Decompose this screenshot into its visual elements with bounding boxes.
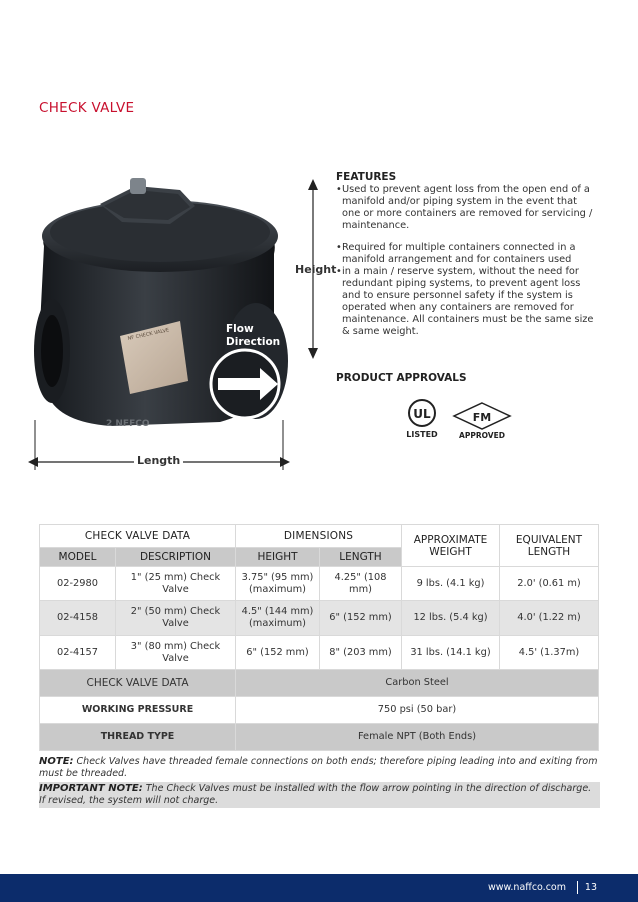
flow-direction-label <box>226 323 281 349</box>
feature-item <box>336 242 598 266</box>
material-key: CHECK VALVE DATA <box>40 670 236 697</box>
thread-row <box>40 724 599 751</box>
bullet-icon: • <box>336 184 342 195</box>
ul-text: UL <box>413 407 431 421</box>
footer-divider <box>577 881 578 894</box>
flow-label-line2: Direction <box>226 336 281 348</box>
pressure-value: 750 psi (50 bar) <box>236 697 599 724</box>
product-approvals-title: PRODUCT APPROVALS <box>336 372 467 384</box>
header-length: LENGTH <box>320 548 402 567</box>
footer-bar <box>0 874 638 902</box>
header-dimensions: DIMENSIONS <box>236 525 402 548</box>
note-label: NOTE: <box>39 756 74 767</box>
cell-height: 4.5" (144 mm) (maximum) <box>236 601 320 636</box>
cell-weight: 12 lbs. (5.4 kg) <box>402 601 500 636</box>
feature-text: in a main / reserve system, without the need for redundant piping systems, to prevent agent loss and to ensure personnel safety if the system is operated when any containers are removed for maintenance. All containers must be the same size & same weight. <box>342 266 594 337</box>
nameplate-title: NF CHECK VALVE <box>127 327 170 342</box>
page-title: CHECK VALVE <box>39 100 135 116</box>
fm-sub: APPROVED <box>459 431 505 440</box>
flow-label-line1: Flow <box>226 323 254 335</box>
feature-item <box>336 184 598 232</box>
cell-weight: 31 lbs. (14.1 kg) <box>402 636 500 670</box>
cell-length: 4.25" (108 mm) <box>320 567 402 601</box>
cell-equivalent-length: 4.5' (1.37m) <box>500 636 599 670</box>
cell-height: 3.75" (95 mm) (maximum) <box>236 567 320 601</box>
table-row <box>40 601 599 636</box>
check-valve-data-table <box>39 524 599 751</box>
table-row <box>40 636 599 670</box>
note-text: Check Valves have threaded female connections on both ends; therefore piping leading into and exiting from must be threaded. <box>39 756 598 779</box>
important-note-text: The Check Valves must be installed with the flow arrow pointing in the direction of discharge. If revised, the system will not charge. <box>39 783 592 806</box>
feature-text: Required for multiple containers connected in a manifold arrangement and for containers used <box>342 242 576 265</box>
header-description: DESCRIPTION <box>116 548 236 567</box>
bullet-icon: • <box>336 242 342 253</box>
ul-listed-logo <box>404 398 440 440</box>
header-model: MODEL <box>40 548 116 567</box>
cell-description: 2" (50 mm) Check Valve <box>116 601 236 636</box>
height-label: Height <box>295 263 337 276</box>
header-height: HEIGHT <box>236 548 320 567</box>
cell-description: 3" (80 mm) Check Valve <box>116 636 236 670</box>
header-check-valve-data: CHECK VALVE DATA <box>40 525 236 548</box>
table-header-row <box>40 525 599 548</box>
important-note <box>39 782 600 808</box>
header-equivalent-length: EQUIVALENT LENGTH <box>500 525 599 567</box>
check-valve-photo <box>30 176 290 446</box>
material-row <box>40 670 599 697</box>
pressure-row <box>40 697 599 724</box>
fm-text: FM <box>472 411 492 424</box>
material-value: Carbon Steel <box>236 670 599 697</box>
important-note-label: IMPORTANT NOTE: <box>39 783 143 794</box>
features-title: FEATURES <box>336 171 397 183</box>
ul-sub: LISTED <box>406 430 438 439</box>
cell-description: 1" (25 mm) Check Valve <box>116 567 236 601</box>
cell-model: 02-2980 <box>40 567 116 601</box>
cell-equivalent-length: 2.0' (0.61 m) <box>500 567 599 601</box>
cell-length: 6" (152 mm) <box>320 601 402 636</box>
feature-text: Used to prevent agent loss from the open end of a manifold and/or piping system in the event that one or more containers are removed for servicing / maintenance. <box>342 184 593 231</box>
cell-height: 6" (152 mm) <box>236 636 320 670</box>
pressure-key: WORKING PRESSURE <box>40 697 236 724</box>
cell-weight: 9 lbs. (4.1 kg) <box>402 567 500 601</box>
cell-model: 02-4157 <box>40 636 116 670</box>
cell-model: 02-4158 <box>40 601 116 636</box>
length-label: Length <box>134 454 183 467</box>
header-approx-weight: APPROXIMATE WEIGHT <box>402 525 500 567</box>
thread-value: Female NPT (Both Ends) <box>236 724 599 751</box>
page-number: 13 <box>584 882 597 893</box>
note <box>39 756 598 779</box>
bullet-icon: • <box>336 266 342 277</box>
cell-equivalent-length: 4.0' (1.22 m) <box>500 601 599 636</box>
fm-approved-logo <box>452 402 512 440</box>
feature-item <box>336 266 598 337</box>
cell-length: 8" (203 mm) <box>320 636 402 670</box>
footer-url-link[interactable]: www.naffco.com <box>487 882 566 893</box>
table-row <box>40 567 599 601</box>
body-marking: 2 NFFCO <box>106 419 150 429</box>
thread-key: THREAD TYPE <box>40 724 236 751</box>
